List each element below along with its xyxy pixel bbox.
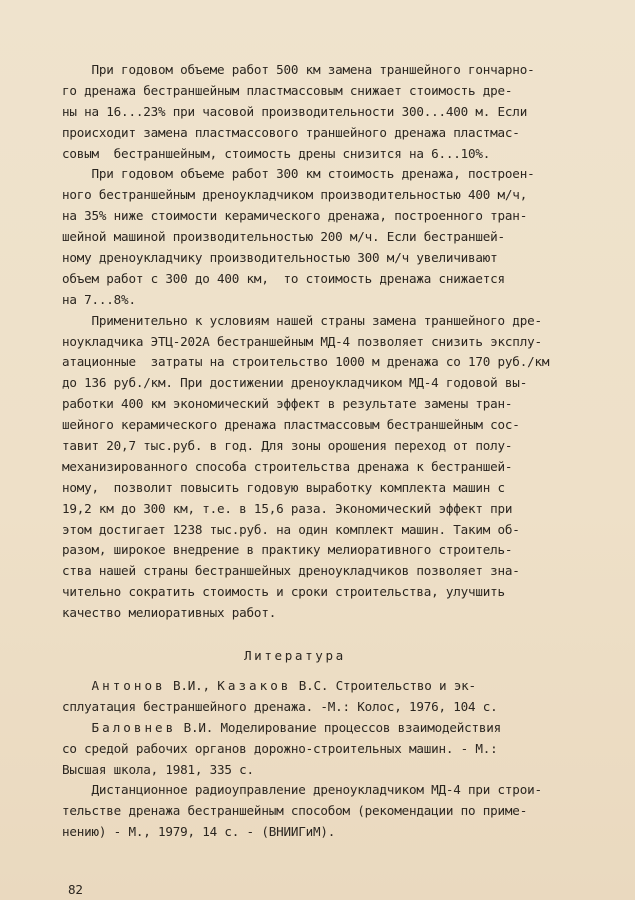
body-line: этом достигает 1238 тыс.руб. на один комплект машин. Таким об- — [62, 521, 520, 537]
body-line: до 136 руб./км. При достижении дреноукладчиком МД-4 годовой вы- — [62, 375, 528, 391]
body-line: Применительно к условиям нашей страны замена траншейного дре- — [62, 312, 542, 328]
reference-3-line-2: тельстве дренажа бестраншейным способом (рекомендации по приме- — [62, 803, 528, 819]
reference-1-line-1: Антонов В.И., Казаков В.С. Строительство и эк- — [91, 678, 476, 693]
reference-author: Антонов — [91, 678, 166, 693]
body-line: совым бестраншейным, стоимость дрены снизится на 6...10%. — [62, 145, 491, 161]
body-line: на 35% ниже стоимости керамического дренажа, построенного тран- — [62, 208, 528, 224]
references-heading: Литература — [244, 648, 346, 663]
reference-3-line-3: нению) - М., 1979, 14 с. - (ВНИИГиМ). — [62, 824, 336, 840]
body-line: го дренажа бестраншейным пластмассовым снижает стоимость дре- — [62, 82, 513, 98]
body-line: ному, позволит повысить годовую выработку комплекта машин с — [62, 479, 505, 495]
references-list — [62, 676, 582, 843]
body-line: объем работ с 300 до 400 км, то стоимость дренажа снижается — [62, 270, 505, 286]
body-line: механизированного способа строительства дренажа к бестраншей- — [62, 458, 513, 474]
body-line: ны на 16...23% при часовой производительности 300...400 м. Если — [62, 103, 528, 119]
reference-2-line-2: со средой рабочих органов дорожно-строительных машин. - М.: — [62, 740, 498, 756]
body-line: шейного керамического дренажа пластмассовым бестраншейным сос- — [62, 417, 520, 433]
body-line: шейной машиной производительностью 200 м/ч. Если бестраншей- — [62, 229, 505, 245]
body-line: работки 400 км экономический эффект в результате замены тран- — [62, 396, 513, 412]
body-line: ноукладчика ЭТЦ-202А бестраншейным МД-4 позволяет снизить эксплу- — [62, 333, 542, 349]
body-line: ному дреноукладчику производительностью 300 м/ч увеличивают — [62, 250, 498, 266]
body-line: чительно сократить стоимость и сроки строительства, улучшить — [62, 584, 505, 600]
reference-author: Баловнев — [91, 719, 177, 735]
body-line: атационные затраты на строительство 1000 м дренажа со 170 руб./км — [62, 354, 550, 370]
reference-2-line-1: Баловнев В.И. Моделирование процессов взаимодействия — [91, 719, 502, 735]
page-number: 82 — [68, 882, 83, 897]
reference-author: Казаков — [217, 678, 292, 693]
body-line: 19,2 км до 300 км, т.е. в 15,6 раза. Экономический эффект при — [62, 500, 513, 516]
body-line: на 7...8%. — [62, 291, 136, 307]
body-line: При годовом объеме работ 500 км замена траншейного гончарно- — [62, 62, 535, 77]
body-line: При годовом объеме работ 300 км стоимость дренажа, построен- — [62, 166, 535, 182]
body-line: происходит замена пластмассового траншейного дренажа пластмас- — [62, 124, 520, 140]
reference-1-line-2: сплуатация бестраншейного дренажа. -М.: Колос, 1976, 104 с. — [62, 698, 498, 714]
body-line: качество мелиоративных работ. — [62, 605, 277, 621]
body-text — [62, 60, 582, 624]
reference-2-line-3: Высшая школа, 1981, 335 с. — [62, 761, 254, 777]
body-line: разом, широкое внедрение в практику мелиоративного строитель- — [62, 542, 513, 558]
body-line: тавит 20,7 тыс.руб. в год. Для зоны орошения переход от полу- — [62, 438, 513, 454]
body-line: ного бестраншейным дреноукладчиком производительностью 400 м/ч, — [62, 187, 528, 203]
reference-3-line-1: Дистанционное радиоуправление дреноукладчиком МД-4 при строи- — [62, 782, 542, 798]
body-line: ства нашей страны бестраншейных дреноукладчиков позволяет зна- — [62, 563, 520, 579]
